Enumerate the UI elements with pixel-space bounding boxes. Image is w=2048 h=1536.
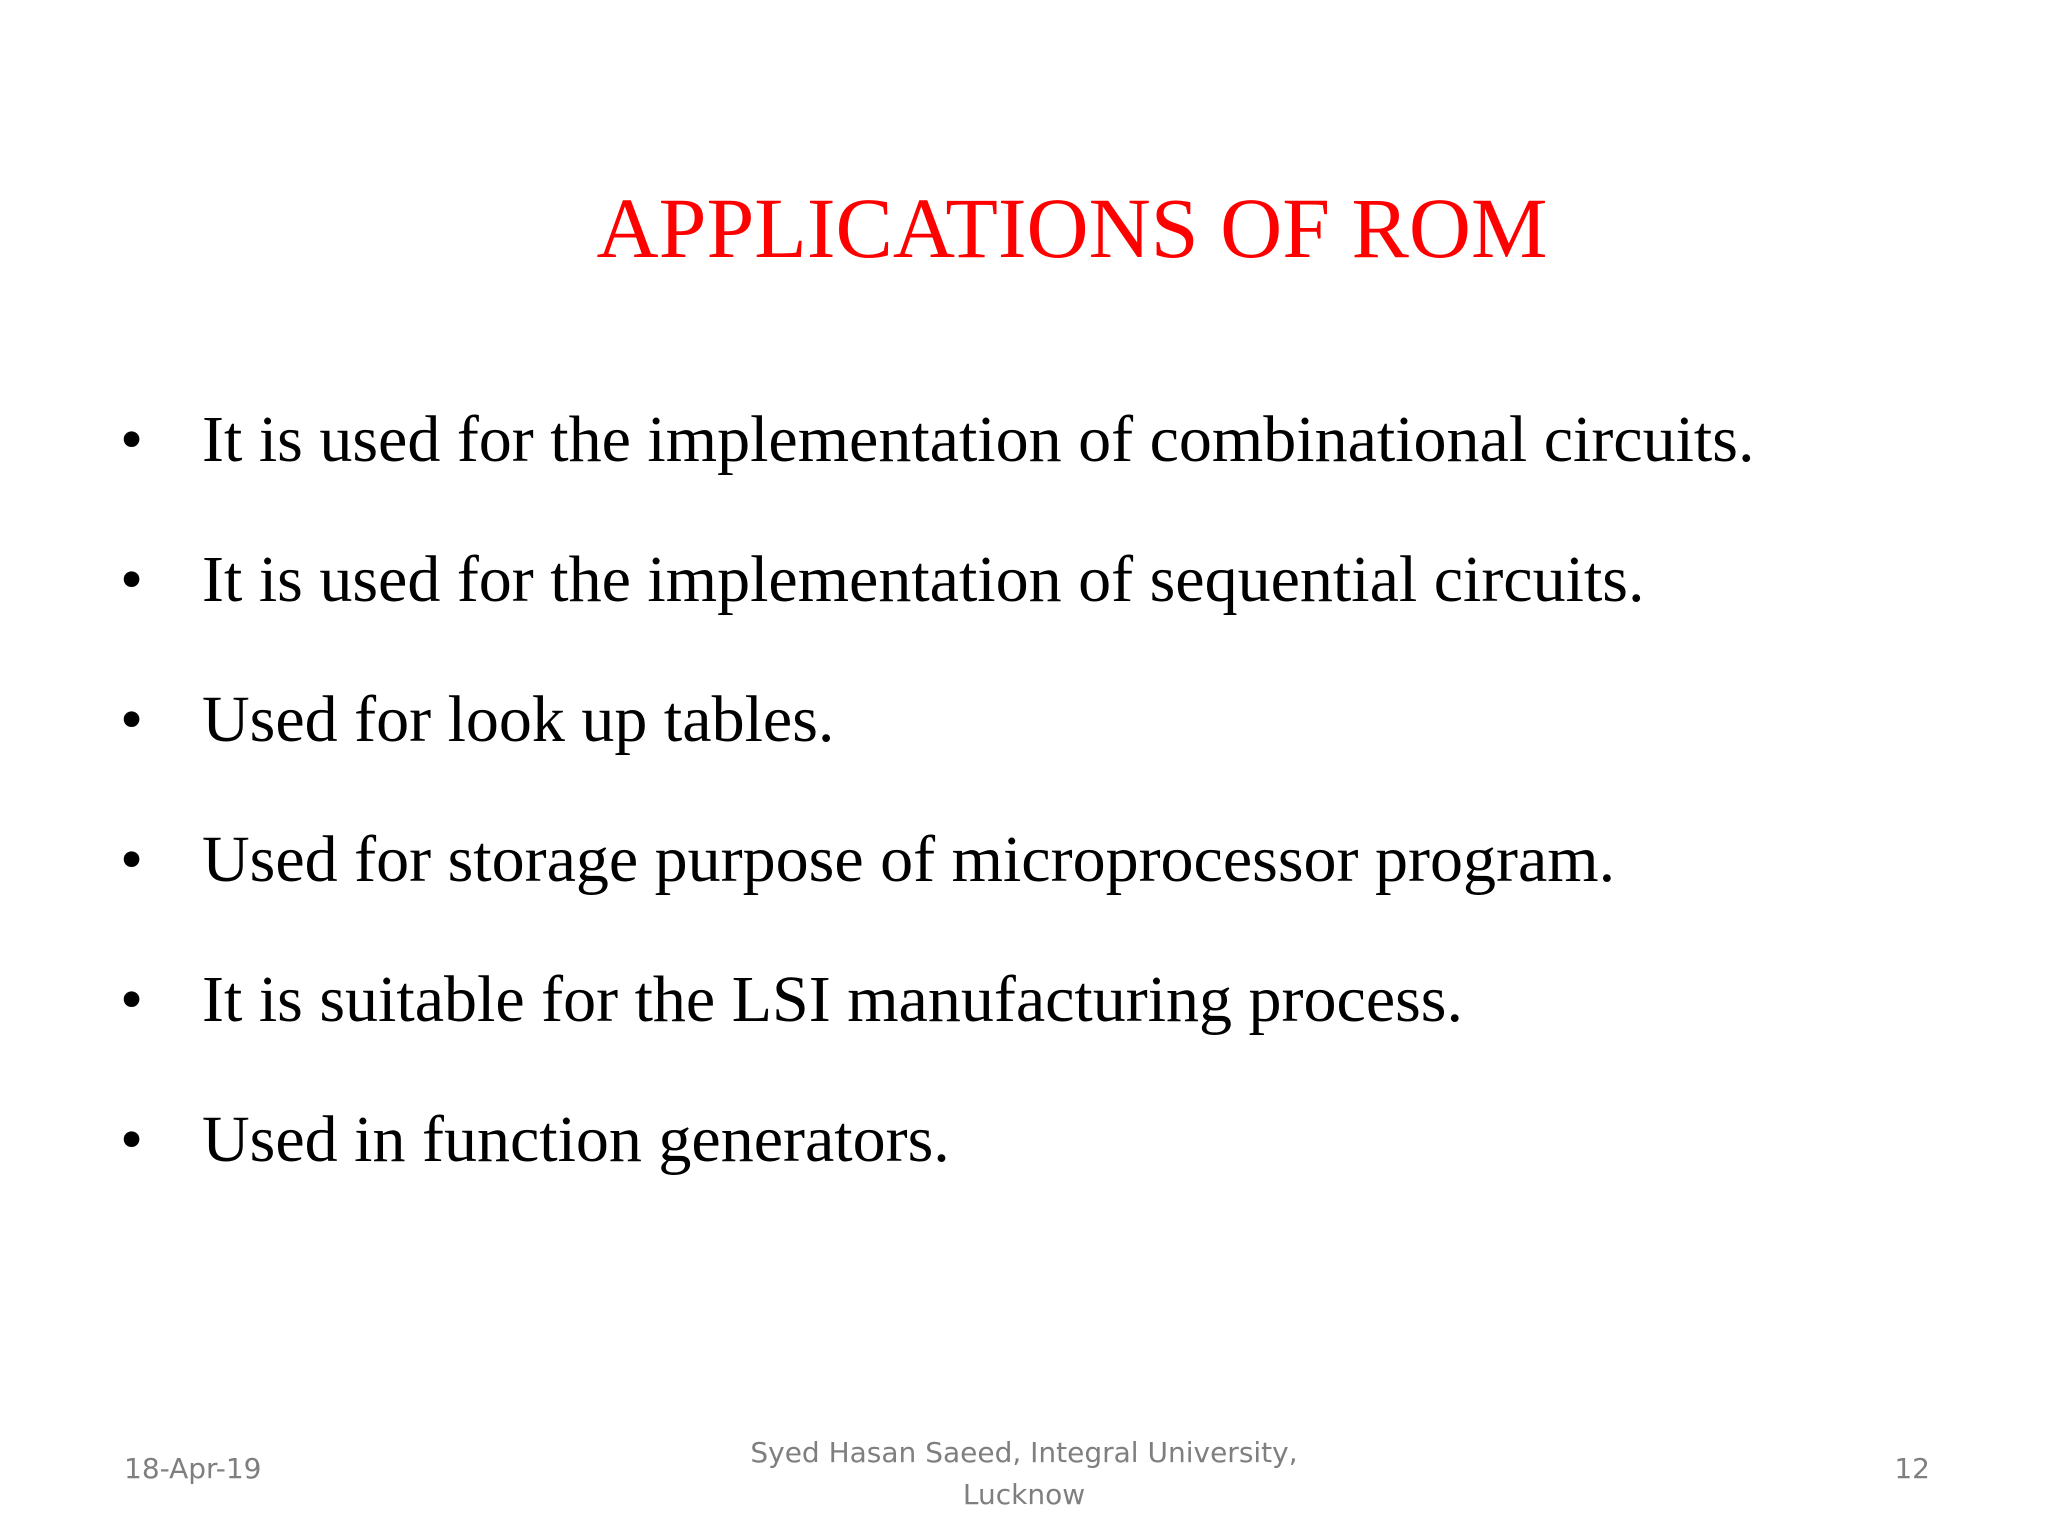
bullet-text: Used for look up tables. [202,683,835,756]
bullet-text: Used for storage purpose of microprocessor program. [202,823,1616,896]
bullet-icon: • [120,403,144,476]
bullet-text: It is used for the implementation of sequential circuits. [202,543,1645,616]
bullet-icon: • [120,543,144,616]
bullet-icon: • [120,1103,144,1176]
footer-author [724,1432,1324,1516]
bullet-text: Used in function generators. [202,1103,950,1176]
footer-author-line2: Lucknow [962,1478,1086,1511]
bullet-text: It is used for the implementation of combinational circuits. [202,403,1755,476]
bullet-icon: • [120,823,144,896]
slide-number: 12 [1894,1452,1930,1485]
bullet-icon: • [120,963,144,1036]
footer-date: 18-Apr-19 [124,1452,262,1485]
bullet-text: It is suitable for the LSI manufacturing process. [202,963,1463,1036]
slide-title: APPLICATIONS OF ROM [596,180,1548,276]
bullet-icon: • [120,683,144,756]
footer-author-line1: Syed Hasan Saeed, Integral University, [750,1436,1298,1469]
